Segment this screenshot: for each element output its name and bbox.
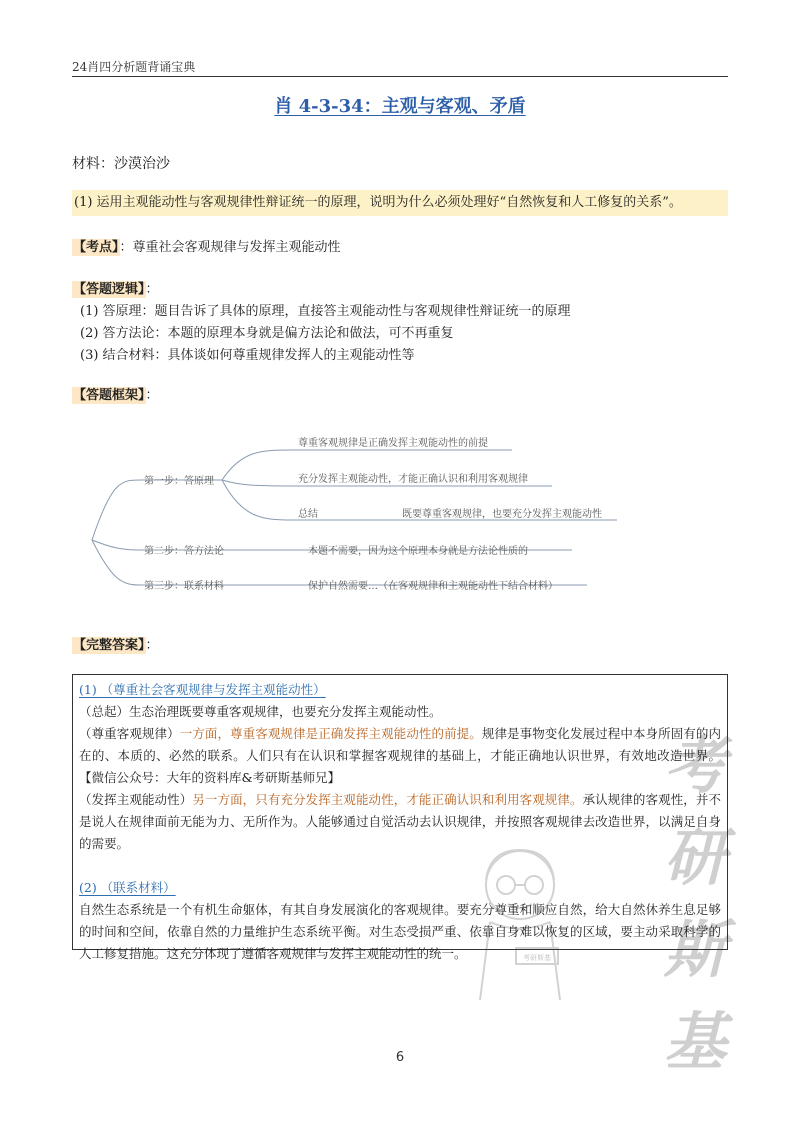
section-1-heading: (1) （尊重社会客观规律与发挥主观能动性） [79, 682, 326, 697]
full-answer-heading: 【完整答案】： [73, 638, 159, 653]
book-header: 24肖四分析题背诵宝典 [72, 60, 196, 74]
mind-map-leaf: 既要尊重客观规律，也要充分发挥主观能动性 [402, 509, 602, 520]
mind-map-leaf: 保护自然需要…（在客观规律和主观能动性下结合材料） [308, 581, 558, 592]
mind-map-leaf: 总结 [298, 509, 318, 520]
question-highlight: (1) 运用主观能动性与客观规律性辩证统一的原理，说明为什么必须处理好“自然恢复和人工修复的关系”。 [72, 190, 728, 216]
full-answer-box [72, 674, 728, 961]
answer-logic-heading: 【答题逻辑】： [73, 282, 159, 297]
full-answer-label: 【完整答案】 [73, 638, 145, 653]
key-point-text: ：尊重社会客观规律与发挥主观能动性 [119, 240, 341, 255]
page-title [0, 92, 800, 118]
page-title-text: 肖 4-3-34：主观与客观、矛盾 [274, 96, 526, 117]
svg-text:考研斯基: 考研斯基 [523, 954, 551, 962]
mind-map-step: 第一步：答原理 [144, 476, 214, 487]
mind-map-leaf: 本题不需要，因为这个原理本身就是方法论性质的 [308, 546, 528, 557]
framework-heading: 【答题框架】： [73, 388, 159, 403]
logic-item: (1) 答原理：题目告诉了具体的原理，直接答主观能动性与客观规律性辩证统一的原理 [80, 304, 571, 319]
material-line: 材料：沙漠治沙 [72, 156, 170, 172]
logic-item: (2) 答方法论：本题的原理本身就是偏方法论和做法，可不再重复 [80, 326, 454, 341]
watermark-text: 考 研 斯 基 [663, 729, 726, 1078]
section-2-heading: (2) （联系材料） [79, 880, 176, 895]
answer-logic-label: 【答题逻辑】 [73, 282, 145, 297]
key-point [72, 236, 341, 255]
key-point-label: 【考点】 [73, 240, 119, 255]
framework-label: 【答题框架】 [73, 388, 145, 403]
section-2-paragraph: 自然生态系统是一个有机生命躯体，有其自身发展演化的客观规律。要充分尊重和顺应自然，给大自然休养生息足够的时间和空间，依靠自然的力量维护生态系统平衡。对生态受损严重、依靠自身难以恢复的区域，要主动采取科学的人工修复措施。这充分体现了遵循客观规律与发挥主观能动性的统一。 [79, 902, 721, 961]
mind-map-step: 第三步：联系材料 [144, 581, 224, 592]
mind-map [72, 420, 728, 620]
section-1-intro: （总起）生态治理既要尊重客观规律，也要充分发挥主观能动性。 [79, 704, 442, 719]
mind-map-leaf: 充分发挥主观能动性，才能正确认识和利用客观规律 [298, 474, 528, 485]
section-1-paragraph-2: （发挥主观能动性）另一方面，只有充分发挥主观能动性，才能正确认识和利用客观规律。承认规律的客观性，并不是说人在规律面前无能为力、无所作为。人能够通过自觉活动去认识规律，并按照客观规律去改造世界，以满足自身的需要。 [79, 792, 721, 851]
mind-map-leaf: 尊重客观规律是正确发挥主观能动性的前提 [298, 438, 488, 449]
mind-map-step: 第二步：答方法论 [144, 546, 224, 557]
page-number: 6 [395, 1050, 405, 1065]
section-1-paragraph-1: （尊重客观规律）一方面，尊重客观规律是正确发挥主观能动性的前提。规律是事物变化发展过程中本身所固有的内在的、本质的、必然的联系。人们只有在认识和掌握客观规律的基础上，才能正确地认识世界，有效地改造世界。【微信公众号：大年的资料库&考研斯基师兄】 [79, 726, 721, 785]
logic-item: (3) 结合材料：具体谈如何尊重规律发挥人的主观能动性等 [80, 348, 415, 363]
header-divider [72, 76, 728, 77]
